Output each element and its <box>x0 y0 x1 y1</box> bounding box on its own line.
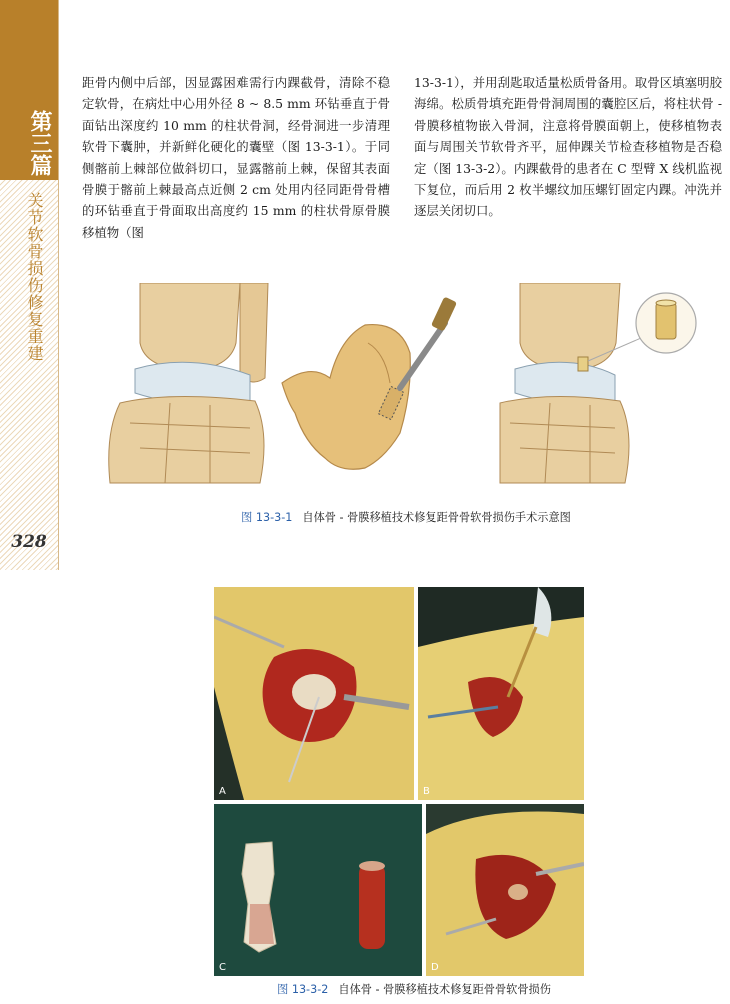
figure-13-3-1-caption <box>100 509 712 525</box>
figure-caption-text: 自体骨 - 骨膜移植技术修复距骨骨软骨损伤手术示意图 <box>302 511 571 524</box>
figure-13-3-2-caption <box>214 981 614 997</box>
panel-label-c: C <box>219 962 226 973</box>
figure-caption-text: 自体骨 - 骨膜移植技术修复距骨骨软骨损伤 <box>338 983 551 996</box>
page-number: 328 <box>11 532 47 552</box>
figure-number: 图 13-3-1 <box>241 511 293 524</box>
figure-13-3-1-illustration <box>100 283 712 488</box>
photo-panel-d <box>426 804 584 976</box>
sidebar-divider <box>58 0 59 570</box>
ankle-illustration-right <box>500 283 712 488</box>
panel-label-a: A <box>219 786 226 797</box>
figure-number: 图 13-3-2 <box>277 983 329 996</box>
ankle-illustration-left <box>100 283 280 488</box>
panel-label-d: D <box>431 962 439 973</box>
panel-label-b: B <box>423 786 430 797</box>
photo-panel-c <box>214 804 422 976</box>
photo-panel-b <box>418 587 584 800</box>
body-text-right-column: 13-3-1），并用刮匙取适量松质骨备用。取骨区填塞明胶海绵。松质骨填充距骨骨洞周围的囊腔区后，将柱状骨 - 骨膜移植物嵌入骨洞，注意将骨膜面朝上，使移植物表面与周围关节软骨齐平，屈伸踝关节检查移植物是否稳定（图 13-3-2）。内踝截骨的患者在 C 型臂 X 线机监视下复位，而后用 2 枚半螺纹加压螺钉固定内踝。冲洗并逐层关闭切口。 <box>414 75 722 219</box>
photo-panel-a <box>214 587 414 800</box>
part-label: 第三篇 <box>27 110 52 176</box>
body-text-left-column: 距骨内侧中后部，因显露困难需行内踝截骨，清除不稳定软骨，在病灶中心用外径 8 ~ 8.5 mm 环钻垂直于骨面钻出深度约 10 mm 的柱状骨洞，经骨洞进一步清理软骨下囊肿，并新鲜化硬化的囊壁（图 13-3-1）。于同侧髂前上棘部位做斜切口，显露髂前上棘，保留其表面骨膜于髂前上棘最高点近侧 2 cm 处用内径同距骨骨槽的环钻垂直于骨面取出高度约 15 mm 的柱状骨原骨膜移植物（图 <box>82 75 390 240</box>
iliac-crest-illustration <box>270 297 457 488</box>
part-title: 关节软骨损伤修复重建 <box>25 192 44 362</box>
